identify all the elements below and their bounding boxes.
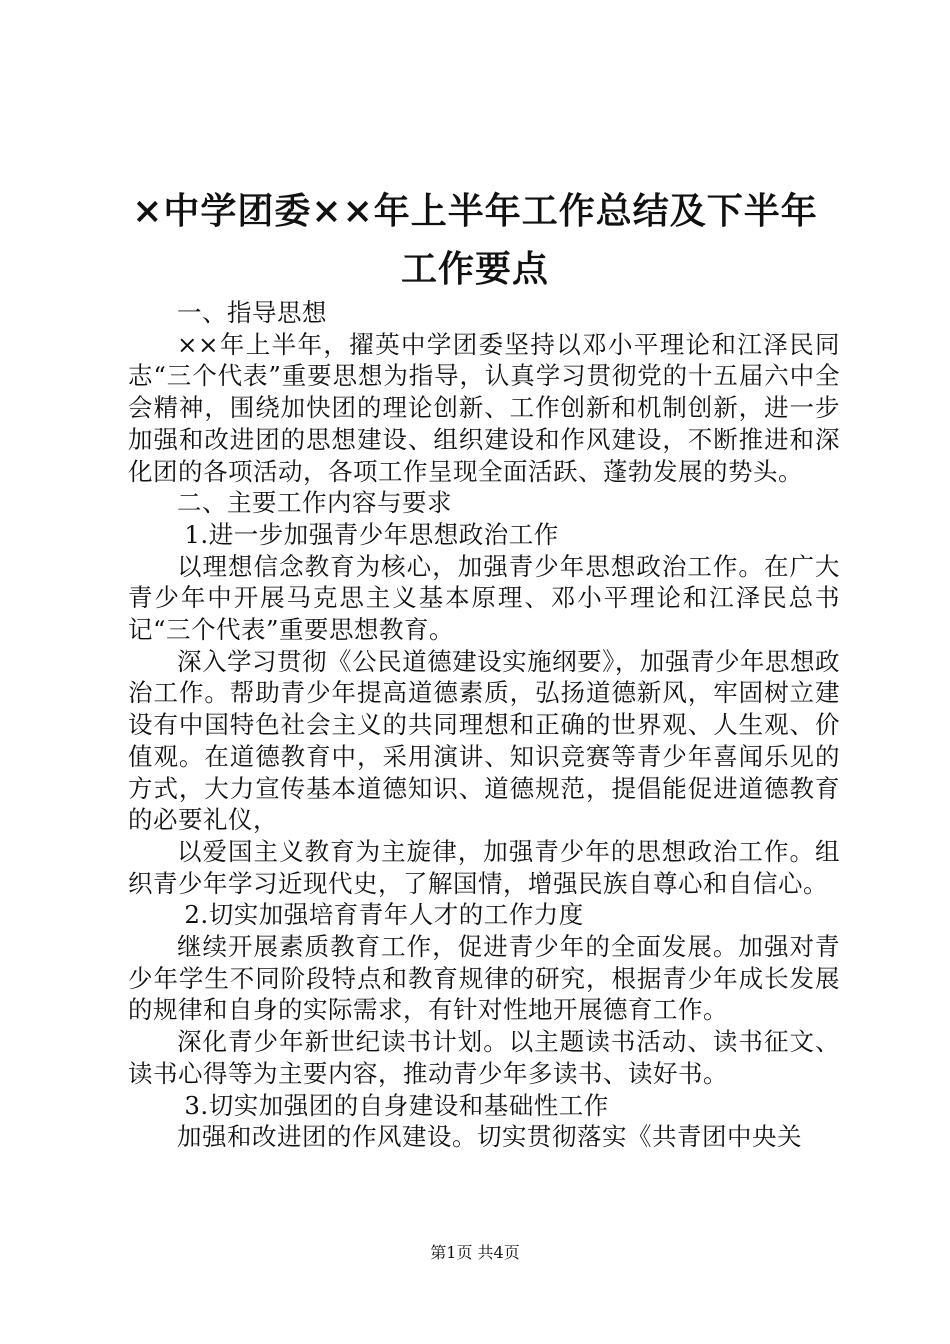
section-heading: 二、主要工作内容与要求 (177, 488, 452, 518)
body-paragraph: 加强和改进团的作风建设。切实贯彻落实《共青团中央关 (177, 1122, 802, 1152)
body-paragraph: 深入学习贯彻《公民道德建设实施纲要》，加强青少年思想政治工作。帮助青少年提高道德素质，弘扬道德新风，牢固树立建设有中国特色社会主义的共同理想和正确的世界观、人生观、价值观。在道德教育中，采用演讲、知识竞赛等青少年喜闻乐见的方式，大力宣传基本道德知识、道德规范，提倡能促进道德教育的必要礼仪， (128, 646, 840, 835)
document-body (128, 297, 840, 1153)
document-title: ×中学团委××年上半年工作总结及下半年工作要点 (132, 190, 818, 290)
subsection-heading: 2.切实加强培育青年人才的工作力度 (184, 900, 584, 930)
body-paragraph: ××年上半年，擢英中学团委坚持以邓小平理论和江泽民同志“三个代表”重要思想为指导，认真学习贯彻党的十五届六中全会精神，围绕加快团的理论创新、工作创新和机制创新，进一步加强和改进团的思想建设、组织建设和作风建设，不断推进和深化团的各项活动，各项工作呈现全面活跃、蓬勃发展的势头。 (128, 329, 840, 486)
section-heading: 一、指导思想 (177, 298, 327, 327)
subsection-heading: 1.进一步加强青少年思想政治工作 (184, 519, 559, 549)
body-paragraph: 继续开展素质教育工作，促进青少年的全面发展。加强对青少年学生不同阶段特点和教育规律的研究，根据青少年成长发展的规律和自身的实际需求，有针对性地开展德育工作。 (128, 932, 840, 1025)
body-paragraph: 以理想信念教育为核心，加强青少年思想政治工作。在广大青少年中开展马克思主义基本原理、邓小平理论和江泽民总书记“三个代表”重要思想教育。 (128, 551, 840, 645)
body-paragraph: 以爱国主义教育为主旋律，加强青少年的思想政治工作。组织青少年学习近现代史，了解国情，增强民族自尊心和自信心。 (128, 836, 840, 898)
page-footer: 第1页 共4页 (430, 1243, 520, 1262)
subsection-heading: 3.切实加强团的自身建设和基础性工作 (184, 1090, 609, 1120)
body-paragraph: 深化青少年新世纪读书计划。以主题读书活动、读书征文、读书心得等为主要内容，推动青少年多读书、读好书。 (128, 1027, 840, 1088)
